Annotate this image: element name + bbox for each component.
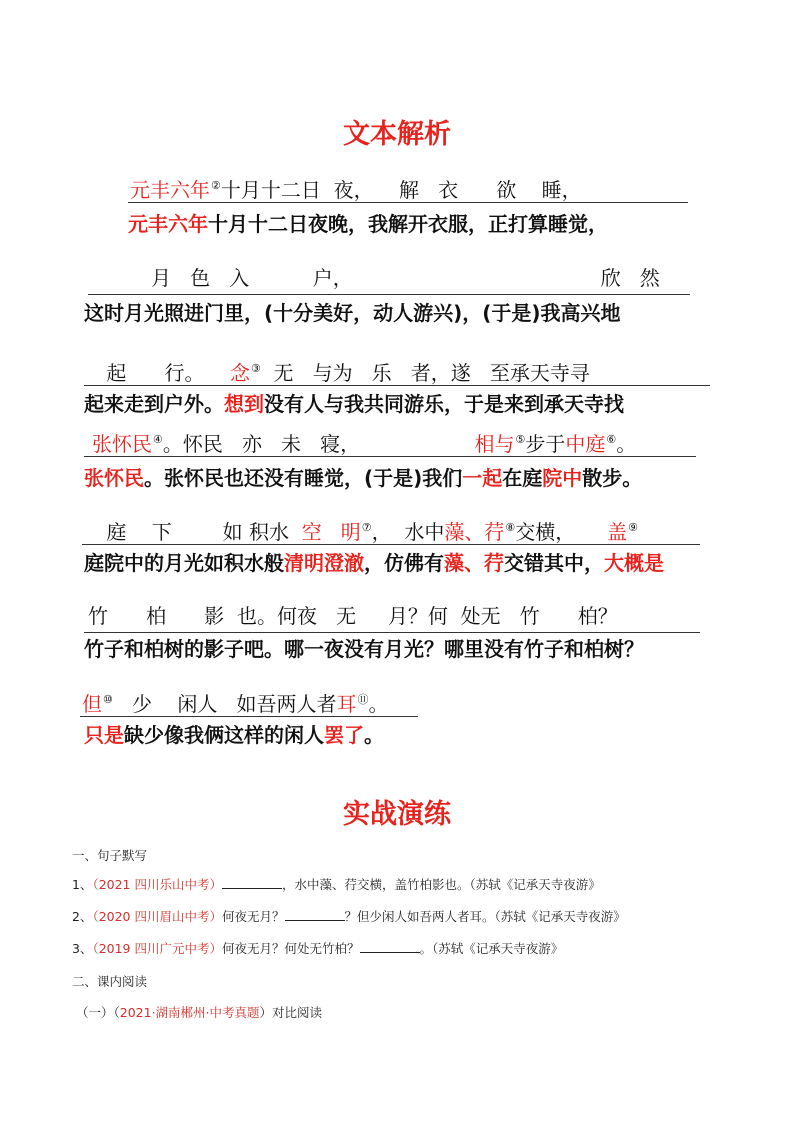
highlighted-text: 但 — [82, 692, 102, 716]
text-segment: 庭 下 如 积水 — [100, 520, 302, 544]
highlighted-text: 盖 — [607, 520, 628, 544]
highlighted-text: 罢了 — [324, 723, 364, 747]
section-heading-2: 二、课内阅读 — [72, 974, 148, 989]
question-text: ，水中藻、荇交横，盖竹柏影也。（苏轼《记承天寺夜游》 — [282, 877, 601, 892]
highlighted-text: 藻、荇 — [444, 520, 505, 544]
highlighted-text: 大概是 — [604, 551, 664, 575]
line-divider — [80, 716, 418, 717]
translation-line — [84, 389, 624, 419]
line-divider — [128, 202, 688, 203]
line-divider — [84, 456, 696, 457]
line-divider — [84, 385, 710, 386]
classical-line — [100, 514, 638, 546]
text-segment: 竹 柏 影 也。何夜 无 月？何 处无 竹 柏？ — [88, 604, 618, 628]
highlighted-text: 中庭 — [565, 432, 606, 456]
question-1 — [72, 876, 601, 894]
reading-heading: （一）（2021·湖南郴州·中考真题）对比阅读 — [76, 1005, 323, 1020]
text-segment: ，仿佛有 — [364, 551, 444, 575]
question-text: ？但少闲人如吾两人者耳。（苏轼《记承天寺夜游》 — [344, 909, 626, 924]
answer-blank[interactable] — [222, 876, 282, 889]
question-text: 。（苏轼《记承天寺夜游》 — [419, 941, 564, 956]
highlighted-text: 元丰六年 — [130, 178, 210, 202]
question-text: 何夜无月？ — [222, 909, 285, 924]
highlighted-text: 一起 — [462, 466, 503, 490]
answer-blank[interactable] — [285, 908, 345, 921]
highlighted-text: 念 — [229, 361, 250, 385]
footnote-marker: ⑥ — [606, 433, 617, 446]
text-segment: 没有人与我共同游乐，于是来到承天寺找 — [264, 392, 624, 416]
question-source: （2020 四川眉山中考） — [92, 909, 222, 924]
line-divider — [88, 294, 690, 295]
practice-title: 实战演练 — [343, 799, 451, 830]
footnote-marker: ④ — [153, 433, 163, 446]
text-segment: 缺少像我俩这样的闲人 — [124, 723, 324, 747]
text-segment: 步于 — [525, 432, 566, 456]
text-segment: 月 色 入 户， 欣 然 — [132, 266, 660, 290]
footnote-marker: ⑤ — [515, 433, 526, 446]
text-segment: 十月十二日 夜， 解 衣 欲 睡， — [220, 178, 582, 202]
text-segment: 交错其中， — [504, 551, 604, 575]
highlighted-text: 张怀民 — [84, 466, 144, 490]
question-source: （2021 四川乐山中考） — [92, 877, 222, 892]
question-number: 1、 — [72, 877, 93, 892]
text-segment: 十月十二日夜晚，我解开衣服，正打算睡觉， — [208, 212, 608, 236]
classical-line — [132, 264, 660, 292]
question-text: 何夜无月？何处无竹柏？ — [222, 941, 360, 956]
section-heading-1: 一、句子默写 — [72, 848, 148, 863]
question-source: （2019 四川广元中考） — [92, 941, 222, 956]
highlighted-text: 藻、荇 — [444, 551, 504, 575]
text-segment: 竹子和柏树的影子吧。哪一夜没有月光？哪里没有竹子和柏树？ — [84, 637, 644, 661]
text-segment: 庭院中的月光如积水般 — [84, 551, 284, 575]
text-segment: 这时月光照进门里，(十分美好，动人游兴)，(于是)我高兴地 — [84, 301, 621, 325]
text-segment: 交横， — [515, 520, 608, 544]
classical-line — [82, 686, 388, 718]
translation-line — [84, 463, 642, 493]
question-number: 3、 — [72, 941, 93, 956]
text-segment: 。怀民 亦 未 寝， — [162, 432, 475, 456]
question-3 — [72, 940, 563, 958]
text-segment: 。 — [368, 692, 389, 716]
footnote-marker: ⑨ — [628, 521, 638, 534]
text-segment: ， 水中 — [371, 520, 445, 544]
line-divider — [84, 632, 700, 633]
text-segment: 少 闲人 如吾两人者 — [112, 692, 337, 716]
text-segment: 散步。 — [582, 466, 643, 490]
footnote-marker: ⑩ — [103, 693, 113, 706]
translation-line — [84, 720, 384, 750]
highlighted-text: 院中 — [542, 466, 583, 490]
classical-line — [88, 602, 618, 630]
highlighted-text: 只是 — [84, 723, 124, 747]
footnote-marker: ③ — [250, 362, 261, 375]
translation-line — [84, 548, 664, 578]
text-segment: 。 — [616, 432, 637, 456]
highlighted-text: 张怀民 — [92, 432, 152, 456]
text-segment: 无 与为 乐 者，遂 至承天寺寻 — [260, 361, 590, 385]
highlighted-text: 耳 — [336, 692, 357, 716]
highlighted-text: 元丰六年 — [128, 212, 208, 236]
text-segment: 起 行。 — [100, 361, 230, 385]
footnote-marker: ⑦ — [361, 521, 372, 534]
answer-blank[interactable] — [360, 940, 420, 953]
classical-line — [100, 355, 590, 387]
page-title: 文本解析 — [343, 119, 451, 150]
translation-line — [84, 298, 621, 328]
highlighted-text: 空 明 — [301, 520, 361, 544]
translation-line — [128, 209, 608, 239]
classical-line — [130, 172, 582, 204]
question-2 — [72, 908, 626, 926]
text-segment: 。张怀民也还没有睡觉，(于是)我们 — [144, 466, 463, 490]
highlighted-text: 清明澄澈 — [284, 551, 364, 575]
footnote-marker: ⑪ — [357, 693, 369, 706]
question-number: 2、 — [72, 909, 93, 924]
translation-line — [84, 634, 644, 664]
text-segment: 起来走到户外。 — [84, 392, 224, 416]
classical-line — [92, 426, 636, 458]
highlighted-text: 相与 — [474, 432, 515, 456]
footnote-marker: ⑧ — [505, 521, 516, 534]
footnote-marker: ② — [211, 179, 221, 192]
highlighted-text: 想到 — [224, 392, 264, 416]
line-divider — [82, 544, 700, 545]
text-segment: 。 — [364, 723, 384, 747]
text-segment: 在庭 — [502, 466, 543, 490]
